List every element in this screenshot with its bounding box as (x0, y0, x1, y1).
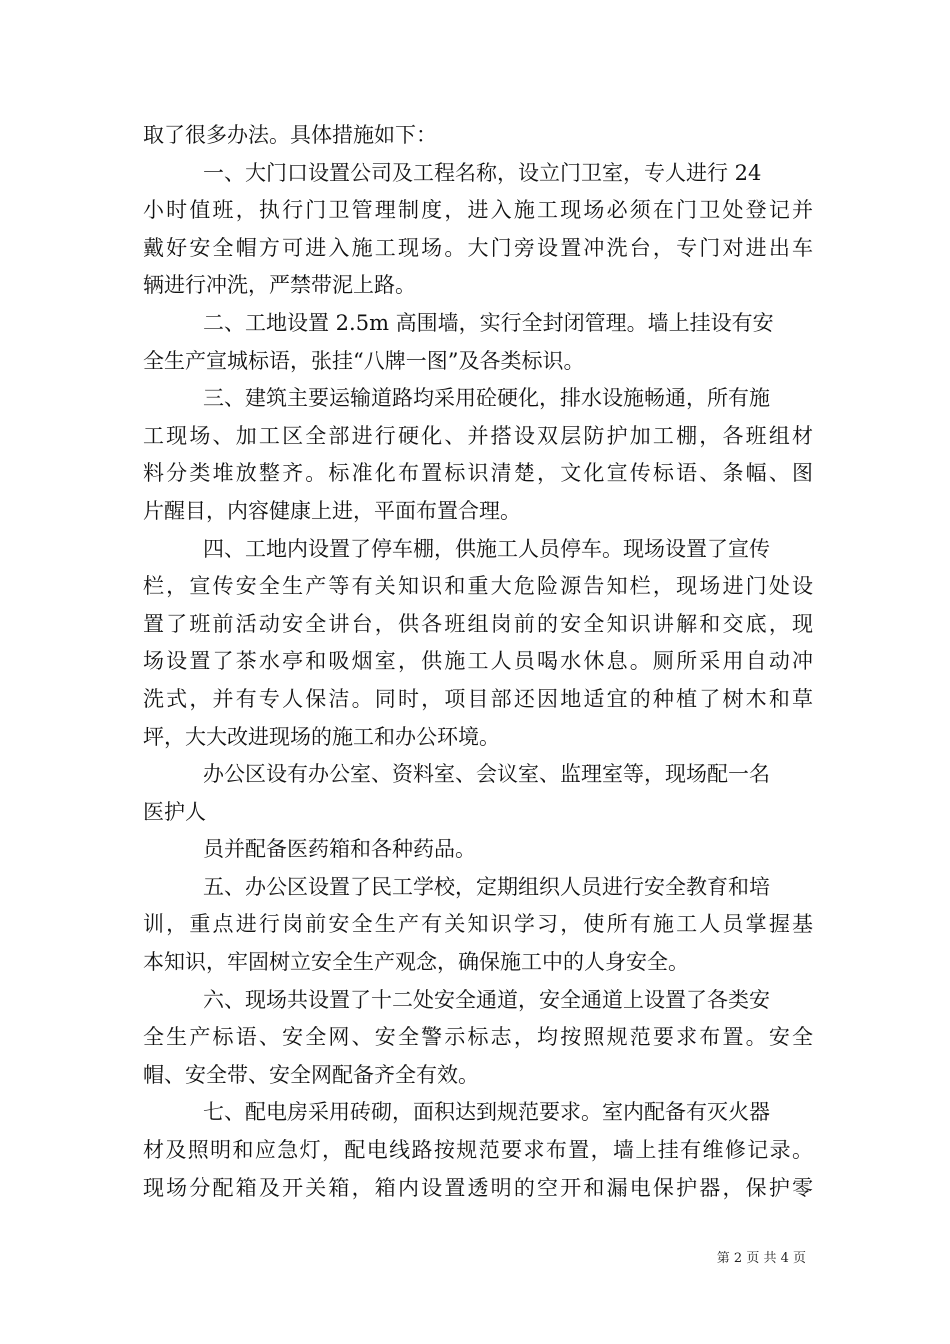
paragraph-line: 六、现场共设置了十二处安全通道，安全通道上设置了各类安 (203, 987, 770, 1012)
paragraph-line: 全生产宣城标语，张挂“八牌一图”及各类标识。 (143, 348, 585, 373)
paragraph-line: 取了很多办法。具体措施如下： (143, 123, 437, 147)
paragraph-line: 医护人 (143, 799, 206, 824)
paragraph-line: 置了班前活动安全讲台，供各班组岗前的安全知识讲解和交底，现 (143, 611, 813, 636)
paragraph-line: 七、配电房采用砖砌，面积达到规范要求。室内配备有灭火器 (203, 1100, 770, 1125)
paragraph-line: 材及照明和应急灯，配电线路按规范要求布置，墙上挂有维修记录。 (143, 1138, 813, 1163)
paragraph-line: 本知识，牢固树立安全生产观念，确保施工中的人身安全。 (143, 950, 689, 975)
document-body (143, 117, 813, 1207)
page-number: 第 2 页 共 4 页 (716, 1251, 806, 1266)
paragraph-line: 现场分配箱及开关箱，箱内设置透明的空开和漏电保护器，保护零 (143, 1175, 813, 1200)
paragraph-line: 训，重点进行岗前安全生产有关知识学习，使所有施工人员掌握基 (143, 912, 813, 937)
paragraph-line: 料分类堆放整齐。标准化布置标识清楚，文化宣传标语、条幅、图 (143, 461, 813, 486)
paragraph-line: 戴好安全帽方可进入施工现场。大门旁设置冲洗台，专门对进出车 (143, 235, 813, 260)
paragraph-line: 小时值班，执行门卫管理制度，进入施工现场必须在门卫处登记并 (143, 198, 813, 223)
paragraph-line: 场设置了茶水亭和吸烟室，供施工人员喝水休息。厕所采用自动冲 (143, 649, 813, 674)
paragraph-line: 帽、安全带、安全网配备齐全有效。 (143, 1062, 479, 1087)
paragraph-line: 坪，大大改进现场的施工和办公环境。 (143, 724, 500, 749)
paragraph-line: 三、建筑主要运输道路均采用砼硬化，排水设施畅通，所有施 (203, 386, 770, 411)
paragraph-line: 全生产标语、安全网、安全警示标志，均按照规范要求布置。安全 (143, 1025, 813, 1050)
paragraph-line: 辆进行冲洗，严禁带泥上路。 (143, 273, 416, 298)
paragraph-line: 员并配备医药箱和各种药品。 (203, 837, 476, 862)
paragraph-line: 片醒目，内容健康上进，平面布置合理。 (143, 498, 521, 523)
paragraph-line: 四、工地内设置了停车棚，供施工人员停车。现场设置了宣传 (203, 536, 770, 561)
paragraph-line: 二、工地设置 2.5m 高围墙，实行全封闭管理。墙上挂设有安 (203, 310, 774, 335)
paragraph-line: 洗式，并有专人保洁。同时，项目部还因地适宜的种植了树木和草 (143, 686, 813, 711)
paragraph-line: 一、大门口设置公司及工程名称，设立门卫室，专人进行 24 (203, 160, 762, 185)
paragraph-line: 工现场、加工区全部进行硬化、并搭设双层防护加工棚，各班组材 (143, 423, 813, 448)
paragraph-line: 办公区设有办公室、资料室、会议室、监理室等，现场配一名 (203, 762, 770, 787)
paragraph-line: 栏，宣传安全生产等有关知识和重大危险源告知栏，现场进门处设 (143, 574, 813, 599)
paragraph-line: 五、办公区设置了民工学校，定期组织人员进行安全教育和培 (203, 874, 770, 899)
